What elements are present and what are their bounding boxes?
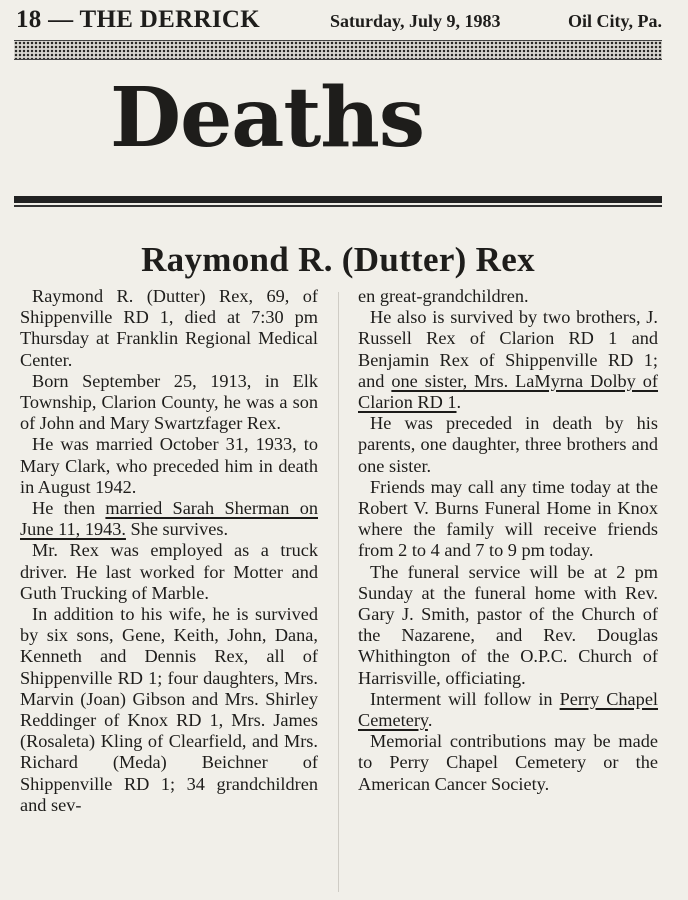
paragraph-text: He also is survived by two brothers, J. Russell Rex of Clarion RD 1 and Benjamin Rex of Shippenville RD 1; and xyxy=(358,307,658,391)
paragraph-text: Mr. Rex was employed as a truck driver. He last worked for Motter and Guth Trucking of Marble. xyxy=(20,540,318,603)
article-paragraph xyxy=(20,371,318,435)
paragraph-text: He was preceded in death by his parents, one daughter, three brothers and one sister. xyxy=(358,413,658,476)
paragraph-text: Interment will follow in xyxy=(370,688,560,709)
section-rule-thick xyxy=(14,196,662,203)
handwritten-underline-text: Perry Chapel Cemetery xyxy=(358,688,659,731)
issue-date: Saturday, July 9, 1983 xyxy=(330,11,501,31)
column-gutter xyxy=(338,292,339,892)
paragraph-text: She survives. xyxy=(125,519,229,540)
section-title: Deaths xyxy=(110,70,425,166)
paragraph-text: Memorial contributions may be made to Perry Chapel Cemetery or the American Cancer Society. xyxy=(358,731,658,794)
article-paragraph xyxy=(20,540,318,604)
paragraph-text: Friends may call any time today at the Robert V. Burns Funeral Home in Knox where the family will receive friends from 2 to 4 and 7 to 9 pm today. xyxy=(358,476,658,561)
article-paragraph xyxy=(20,434,318,498)
paragraph-text: In addition to his wife, he is survived by six sons, Gene, Keith, John, Dana, Kenneth and Dennis Rex, all of Shippenville RD 1; four daughters, Mrs. Marvin (Joan) Gibson and Mrs. Shirley Reddinger of Knox RD 1, Mrs. James (Rosaleta) Kling of Clearfield, and Mrs. Richard (Meda) Beichner of Shippenville RD 1; 34 grandchildren and sev- xyxy=(20,604,318,815)
article-paragraph xyxy=(20,286,318,371)
publication-city: Oil City, Pa. xyxy=(568,11,662,31)
article-column-left xyxy=(20,286,318,816)
article-column-right xyxy=(358,286,658,795)
paragraph-text: The funeral service will be at 2 pm Sunday at the funeral home with Rev. Gary J. Smith, pastor of the Church of the Nazarene, and Rev. Douglas Whithington of the O.P.C. Church of Harrisville, officiating. xyxy=(358,561,658,688)
paragraph-text: . xyxy=(456,392,462,413)
paragraph-text: Born September 25, 1913, in Elk Township, Clarion County, he was a son of John and Mary Swartzfager Rex. xyxy=(20,370,318,434)
halftone-divider-bar xyxy=(14,40,662,60)
paragraph-text: Raymond R. (Dutter) Rex, 69, of Shippenville RD 1, died at 7:30 pm Thursday at Franklin Regional Medical Center. xyxy=(20,286,318,370)
article-paragraph xyxy=(20,498,318,540)
paper-name-page-number: 18 — THE DERRICK xyxy=(16,6,260,33)
section-rule-thin xyxy=(14,205,662,207)
paragraph-text: . xyxy=(427,710,433,731)
handwritten-underline-text: one sister, Mrs. LaMyrna Dolby of Clarion RD 1 xyxy=(358,370,659,413)
article-paragraph xyxy=(358,286,658,307)
paragraph-text: en great-grandchildren. xyxy=(358,286,529,306)
masthead xyxy=(14,4,662,36)
paragraph-text: He then xyxy=(32,498,106,519)
obituary-headline: Raymond R. (Dutter) Rex xyxy=(141,240,535,279)
article-paragraph xyxy=(358,689,658,731)
article-paragraph xyxy=(358,562,658,689)
paragraph-text: He was married October 31, 1933, to Mary Clark, who preceded him in death in August 1942. xyxy=(20,434,318,497)
article-paragraph xyxy=(358,731,658,795)
article-paragraph xyxy=(20,604,318,816)
article-paragraph xyxy=(358,477,658,562)
handwritten-underline-text: married Sarah Sherman on June 11, 1943. xyxy=(20,498,318,540)
article-paragraph xyxy=(358,413,658,477)
article-paragraph xyxy=(358,307,658,413)
